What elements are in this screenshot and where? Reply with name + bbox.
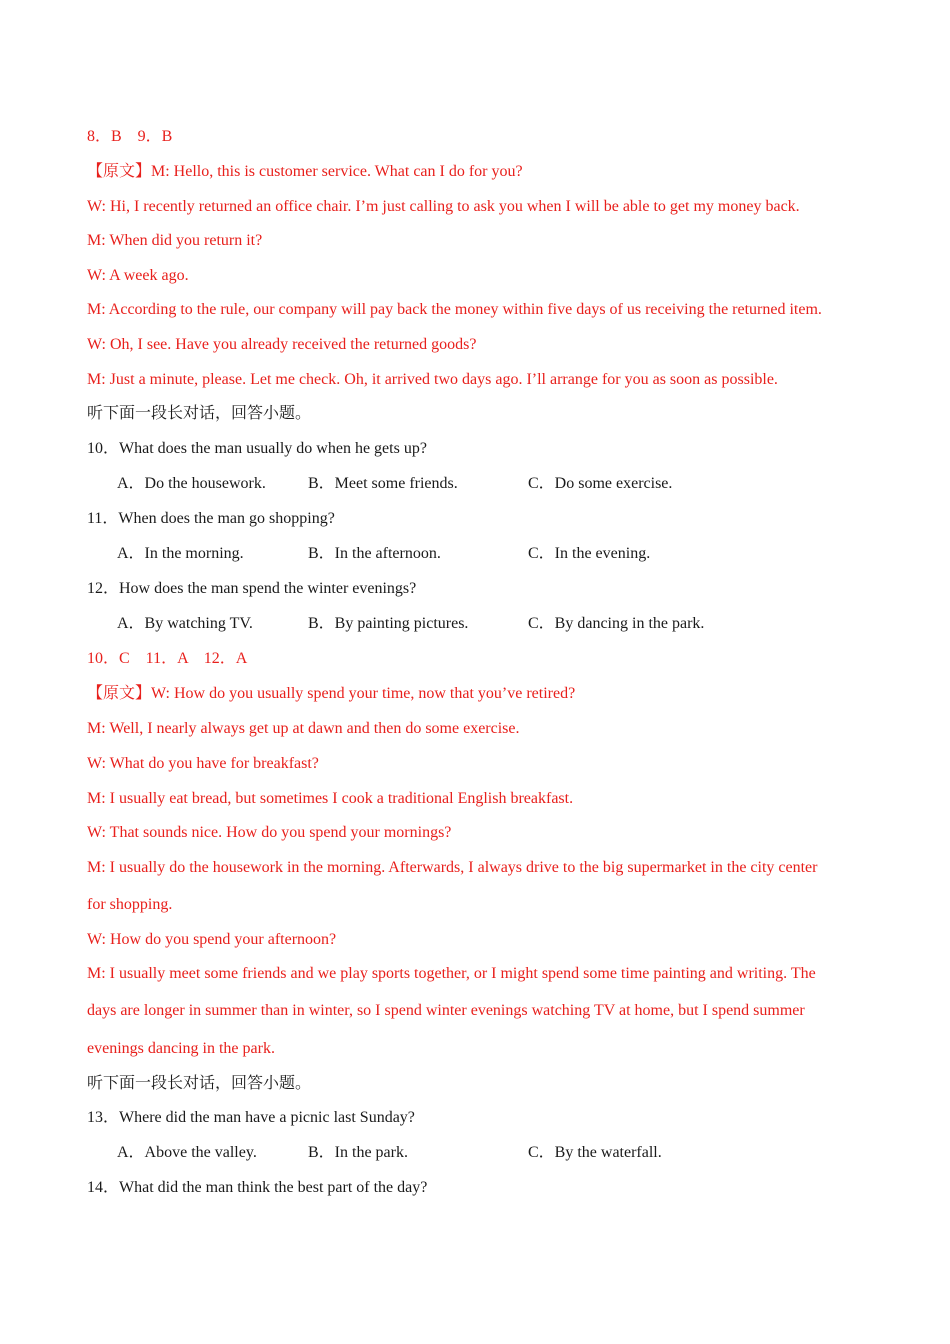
- transcript-line: for shopping.: [87, 896, 173, 913]
- transcript-line: W: A week ago.: [87, 267, 189, 284]
- option-c: C．By dancing in the park.: [528, 615, 705, 632]
- transcript-line: 【原文】W: How do you usually spend your time, now that you’ve retired?: [87, 685, 576, 702]
- option-b: B．By painting pictures.: [308, 615, 469, 632]
- option-c: C．By the waterfall.: [528, 1144, 662, 1161]
- transcript-line: M: When did you return it?: [87, 232, 263, 249]
- question-11: 11．When does the man go shopping?: [87, 510, 335, 527]
- answer-line-8-9: 8．B 9．B: [87, 128, 173, 145]
- transcript-line: W: Hi, I recently returned an office chair. I’m just calling to ask you when I will be able to get my money back.: [87, 198, 800, 215]
- section-instruction: 听下面一段长对话，回答小题。: [87, 1075, 312, 1092]
- transcript-line: W: What do you have for breakfast?: [87, 755, 319, 772]
- option-a: A．Above the valley.: [117, 1144, 257, 1161]
- option-b: B．In the afternoon.: [308, 545, 441, 562]
- transcript-line: M: I usually eat bread, but sometimes I cook a traditional English breakfast.: [87, 790, 574, 807]
- transcript-line: days are longer in summer than in winter, so I spend winter evenings watching TV at home, but I spend summer: [87, 1002, 805, 1019]
- question-14: 14．What did the man think the best part of the day?: [87, 1179, 428, 1196]
- option-c: C．Do some exercise.: [528, 475, 673, 492]
- transcript-line: W: That sounds nice. How do you spend your mornings?: [87, 824, 452, 841]
- transcript-line: evenings dancing in the park.: [87, 1040, 275, 1057]
- transcript-line: W: Oh, I see. Have you already received the returned goods?: [87, 336, 477, 353]
- answer-line-10-12: 10．C 11．A 12．A: [87, 650, 248, 667]
- section-instruction: 听下面一段长对话，回答小题。: [87, 405, 312, 422]
- question-10: 10．What does the man usually do when he gets up?: [87, 440, 427, 457]
- transcript-line: 【原文】M: Hello, this is customer service. What can I do for you?: [87, 163, 523, 180]
- transcript-line: W: How do you spend your afternoon?: [87, 931, 337, 948]
- transcript-line: M: I usually do the housework in the morning. Afterwards, I always drive to the big supermarket in the city center: [87, 859, 818, 876]
- transcript-line: M: According to the rule, our company will pay back the money within five days of us receiving the returned item.: [87, 301, 822, 318]
- option-b: B．Meet some friends.: [308, 475, 458, 492]
- question-13: 13．Where did the man have a picnic last Sunday?: [87, 1109, 415, 1126]
- option-a: A．Do the housework.: [117, 475, 266, 492]
- transcript-line: M: Well, I nearly always get up at dawn and then do some exercise.: [87, 720, 520, 737]
- option-c: C．In the evening.: [528, 545, 651, 562]
- option-a: A．In the morning.: [117, 545, 244, 562]
- question-12: 12．How does the man spend the winter evenings?: [87, 580, 417, 597]
- transcript-line: M: Just a minute, please. Let me check. Oh, it arrived two days ago. I’ll arrange for you as soon as possible.: [87, 371, 778, 388]
- option-a: A．By watching TV.: [117, 615, 253, 632]
- transcript-line: M: I usually meet some friends and we play sports together, or I might spend some time painting and writing. The: [87, 965, 816, 982]
- option-b: B．In the park.: [308, 1144, 408, 1161]
